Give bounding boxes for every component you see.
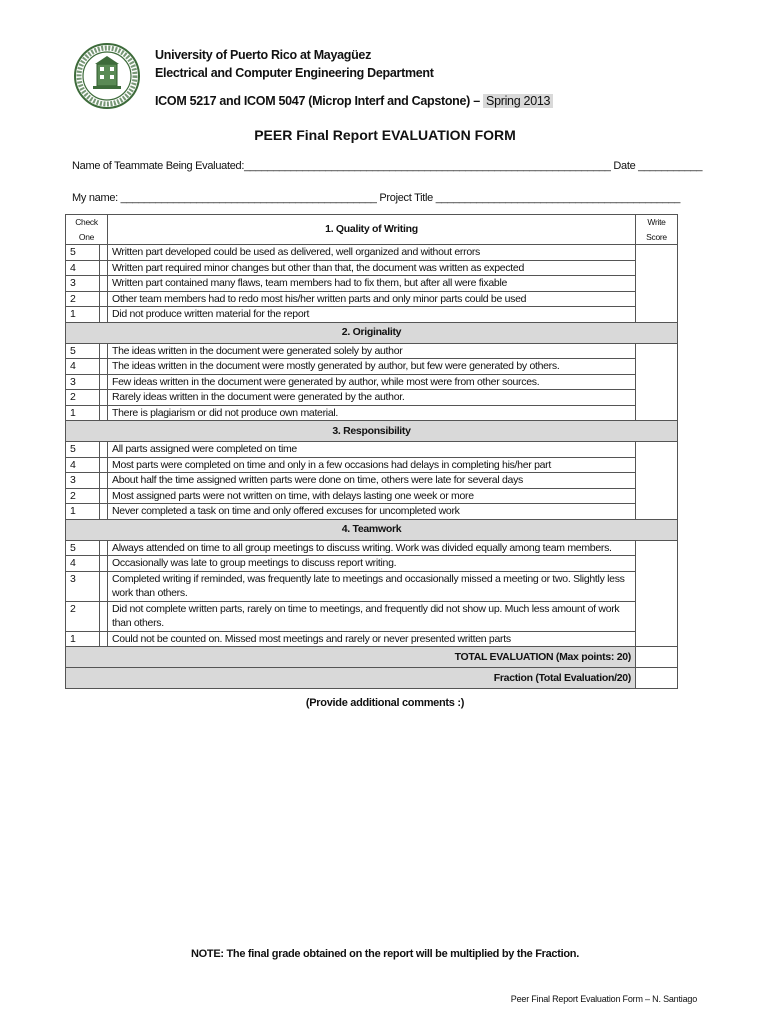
write-score-cell[interactable] [636, 245, 678, 323]
score-number: 1 [66, 405, 100, 421]
section-1-header [66, 215, 678, 245]
score-number: 1 [66, 631, 100, 647]
section-title: 4. Teamwork [66, 519, 678, 540]
table-row [66, 359, 678, 375]
form-title: PEER Final Report EVALUATION FORM [254, 127, 516, 143]
score-number: 5 [66, 442, 100, 458]
check-box[interactable] [100, 405, 108, 421]
total-evaluation-label: TOTAL EVALUATION (Max points: 20) [66, 647, 636, 668]
additional-comments-label: (Provide additional comments :) [305, 697, 465, 709]
section-title: 3. Responsibility [66, 421, 678, 442]
check-box[interactable] [100, 540, 108, 556]
check-box[interactable] [100, 260, 108, 276]
section-2-header [66, 322, 678, 343]
criterion-text: Could not be counted on. Missed most meetings and rarely or never presented written parts [108, 631, 636, 647]
table-row [66, 601, 678, 631]
check-box[interactable] [100, 291, 108, 307]
score-number: 4 [66, 556, 100, 572]
check-box[interactable] [100, 359, 108, 375]
criterion-text: Most parts were completed on time and only in a few occasions had delays in completing his/her part [108, 457, 636, 473]
grade-note: NOTE: The final grade obtained on the report will be multiplied by the Fraction. [191, 948, 579, 960]
myname-project-field[interactable]: My name: ____________________________________________ Project Title __________________________________________ [72, 192, 681, 204]
table-row [66, 260, 678, 276]
score-number: 5 [66, 540, 100, 556]
write-score-cell[interactable] [636, 343, 678, 421]
check-box[interactable] [100, 473, 108, 489]
criterion-text: Written part required minor changes but other than that, the document was written as expected [108, 260, 636, 276]
check-box[interactable] [100, 457, 108, 473]
score-number: 2 [66, 390, 100, 406]
table-row [66, 390, 678, 406]
university-name: University of Puerto Rico at Mayagüez [155, 48, 372, 62]
teammate-date-field[interactable]: Name of Teammate Being Evaluated:_______________________________________________________________ Date ___________ [72, 160, 703, 172]
table-row [66, 473, 678, 489]
table-row [66, 343, 678, 359]
check-box[interactable] [100, 601, 108, 631]
section-3-header [66, 421, 678, 442]
score-number: 1 [66, 307, 100, 323]
check-box[interactable] [100, 245, 108, 261]
table-row [66, 571, 678, 601]
check-box[interactable] [100, 276, 108, 292]
table-row [66, 374, 678, 390]
table-row [66, 245, 678, 261]
score-number: 4 [66, 359, 100, 375]
criterion-text: Completed writing if reminded, was frequently late to meetings and occasionally missed a meeting or two. Slightly less work than others. [108, 571, 636, 601]
university-seal-icon [73, 42, 141, 110]
criterion-text: The ideas written in the document were generated solely by author [108, 343, 636, 359]
write-score-cell[interactable] [636, 442, 678, 520]
check-box[interactable] [100, 390, 108, 406]
table-row [66, 442, 678, 458]
score-number: 1 [66, 504, 100, 520]
table-row [66, 291, 678, 307]
criterion-text: Written part contained many flaws, team members had to fix them, but after all were fixable [108, 276, 636, 292]
score-number: 3 [66, 571, 100, 601]
criterion-text: The ideas written in the document were mostly generated by author, but few were generated by others. [108, 359, 636, 375]
criterion-text: Did not produce written material for the report [108, 307, 636, 323]
table-row [66, 504, 678, 520]
section-title: 1. Quality of Writing [108, 215, 636, 245]
page-footer: Peer Final Report Evaluation Form – N. Santiago [510, 994, 697, 1004]
term-label: Spring 2013 [483, 94, 553, 108]
criterion-text: Always attended on time to all group meetings to discuss writing. Work was divided equally among team members. [108, 540, 636, 556]
table-row [66, 556, 678, 572]
table-row [66, 405, 678, 421]
course-name: ICOM 5217 and ICOM 5047 (Microp Interf and Capstone) – [155, 94, 480, 108]
score-number: 5 [66, 343, 100, 359]
criterion-text: Did not complete written parts, rarely on time to meetings, and frequently did not show up. Much less amount of work than others. [108, 601, 636, 631]
check-one-header: Check One [66, 215, 108, 245]
course-line [155, 94, 553, 108]
score-number: 4 [66, 457, 100, 473]
table-row [66, 488, 678, 504]
table-row [66, 307, 678, 323]
score-number: 2 [66, 488, 100, 504]
check-box[interactable] [100, 571, 108, 601]
criterion-text: Other team members had to redo most his/her written parts and only minor parts could be used [108, 291, 636, 307]
criterion-text: There is plagiarism or did not produce own material. [108, 405, 636, 421]
check-box[interactable] [100, 374, 108, 390]
check-box[interactable] [100, 504, 108, 520]
total-row [66, 647, 678, 668]
criterion-text: All parts assigned were completed on time [108, 442, 636, 458]
score-number: 3 [66, 473, 100, 489]
score-number: 2 [66, 601, 100, 631]
criterion-text: About half the time assigned written parts were done on time, others were late for several days [108, 473, 636, 489]
evaluation-table [65, 214, 678, 689]
criterion-text: Never completed a task on time and only offered excuses for uncompleted work [108, 504, 636, 520]
section-4-header [66, 519, 678, 540]
table-row [66, 457, 678, 473]
score-number: 3 [66, 276, 100, 292]
section-title: 2. Originality [66, 322, 678, 343]
score-number: 3 [66, 374, 100, 390]
check-box[interactable] [100, 631, 108, 647]
check-box[interactable] [100, 307, 108, 323]
score-number: 5 [66, 245, 100, 261]
table-row [66, 631, 678, 647]
write-score-header: Write Score [636, 215, 678, 245]
criterion-text: Occasionally was late to group meetings to discuss report writing. [108, 556, 636, 572]
fraction-label: Fraction (Total Evaluation/20) [66, 668, 636, 689]
criterion-text: Rarely ideas written in the document were generated by the author. [108, 390, 636, 406]
fraction-row [66, 668, 678, 689]
criterion-text: Written part developed could be used as delivered, well organized and without errors [108, 245, 636, 261]
check-box[interactable] [100, 556, 108, 572]
check-box[interactable] [100, 343, 108, 359]
criterion-text: Most assigned parts were not written on time, with delays lasting one week or more [108, 488, 636, 504]
check-box[interactable] [100, 442, 108, 458]
total-score-cell[interactable] [636, 647, 678, 668]
table-row [66, 540, 678, 556]
check-box[interactable] [100, 488, 108, 504]
score-number: 2 [66, 291, 100, 307]
write-score-cell[interactable] [636, 540, 678, 647]
fraction-score-cell[interactable] [636, 668, 678, 689]
score-number: 4 [66, 260, 100, 276]
table-row [66, 276, 678, 292]
department-name: Electrical and Computer Engineering Department [155, 66, 434, 80]
criterion-text: Few ideas written in the document were generated by author, while most were from other sources. [108, 374, 636, 390]
